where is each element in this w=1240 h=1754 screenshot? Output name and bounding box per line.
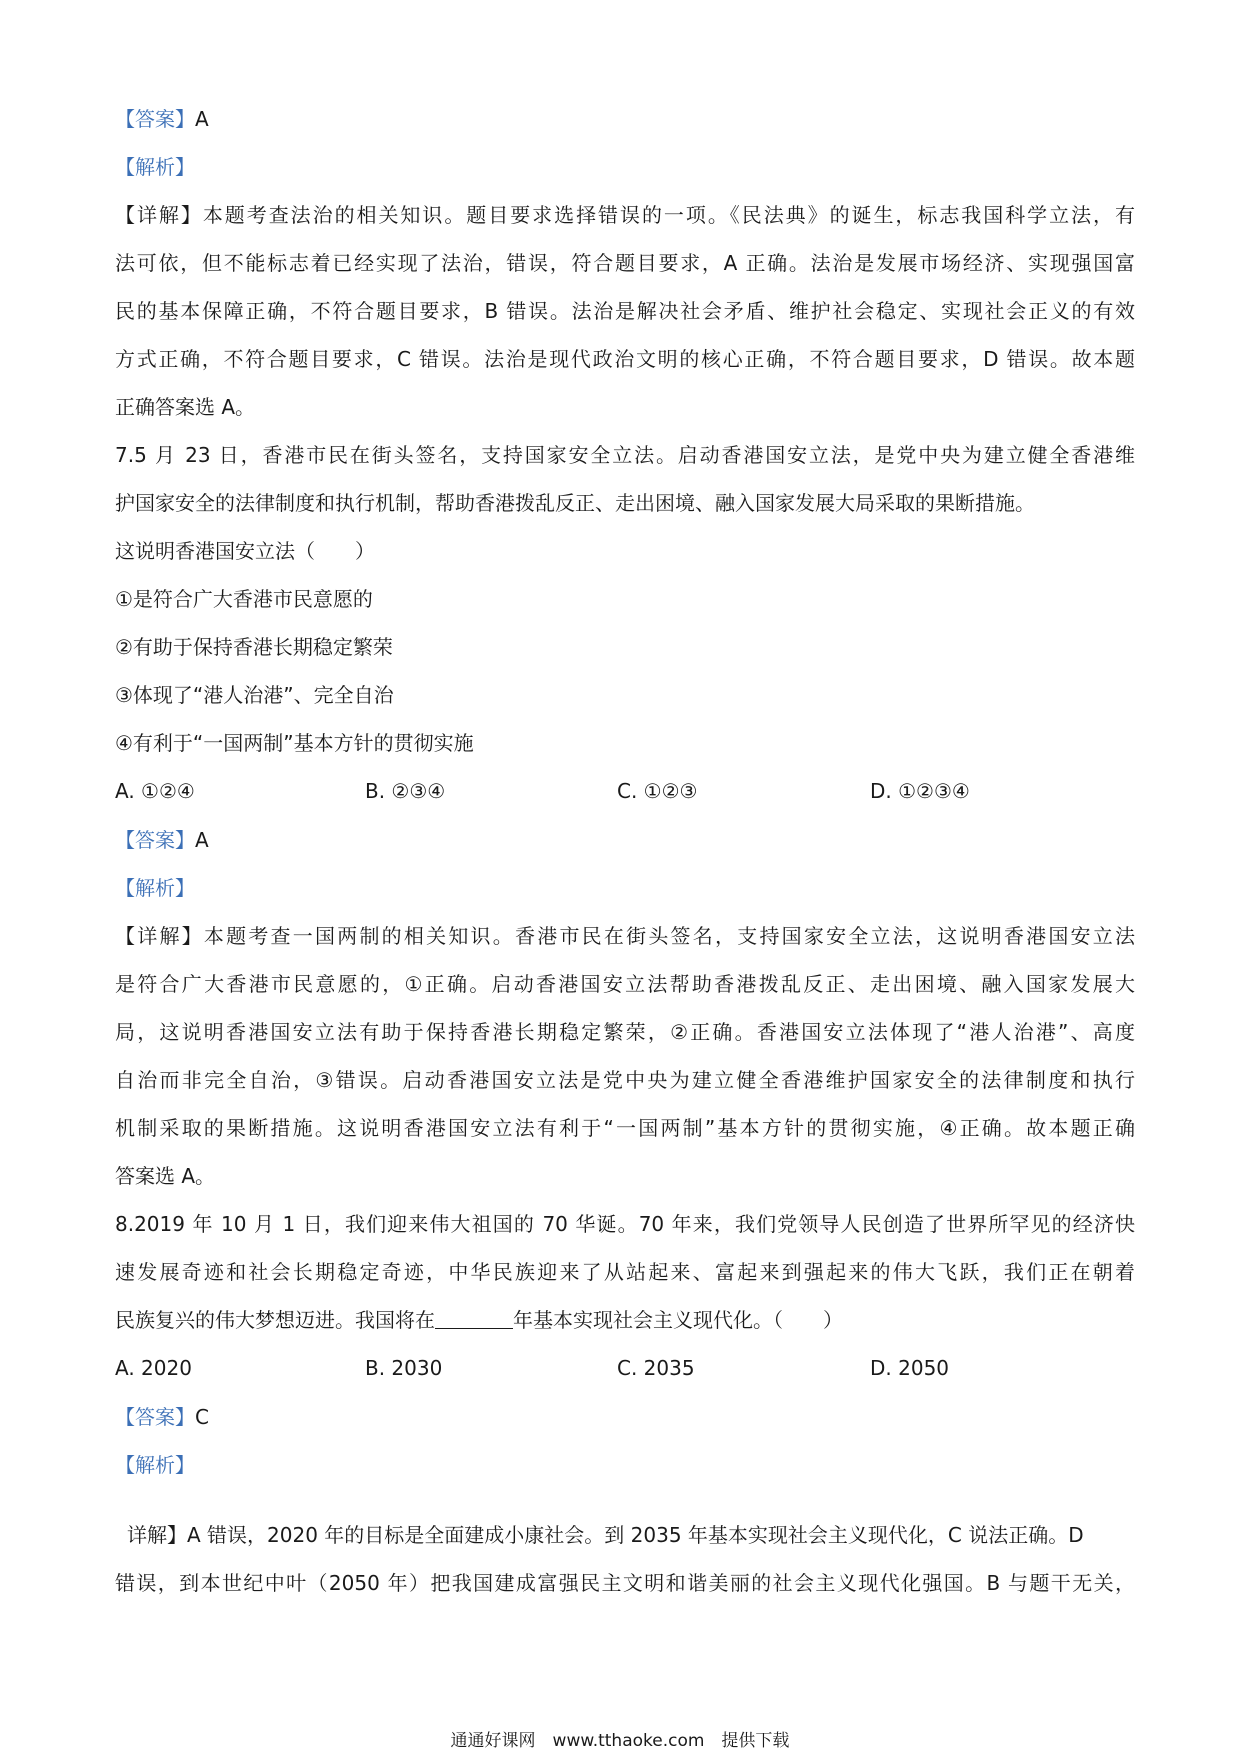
q7-answer-line — [115, 826, 1135, 854]
fill-in-blank — [435, 1308, 513, 1329]
q6-detail-line-4: 方式正确，不符合题目要求，C 错误。法治是现代政治文明的核心正确，不符合题目要求，D 错误。故本题 — [115, 347, 1135, 371]
analysis-tag: 【解析】 — [115, 876, 195, 900]
q7-detail-line-6: 答案选 A。 — [115, 1164, 216, 1188]
q8-detail-line-2: 错误，到本世纪中叶（2050 年）把我国建成富强民主文明和谐美丽的社会主义现代化强国。B 与题干无关， — [115, 1571, 1135, 1595]
detail-tag: 【详解】 — [115, 924, 204, 948]
q7-stem-line-3: 这说明香港国安立法（ ） — [115, 539, 375, 563]
q7-detail-line-4: 自治而非完全自治，③错误。启动香港国安立法是党中央为建立健全香港维护国家安全的法律制度和执行 — [115, 1068, 1135, 1092]
answer-value: C — [195, 1405, 209, 1429]
q7-statement-1: ①是符合广大香港市民意愿的 — [115, 587, 373, 611]
answer-tag: 【答案】 — [115, 107, 195, 131]
answer-value: A — [195, 828, 209, 852]
q7-option-d: D. ①②③④ — [870, 779, 970, 803]
stem-text: 年基本实现社会主义现代化。（ ） — [513, 1308, 843, 1332]
answer-tag: 【答案】 — [115, 828, 195, 852]
q7-detail-line-2: 是符合广大香港市民意愿的，①正确。启动香港国安立法帮助香港拨乱反正、走出困境、融入国家发展大 — [115, 972, 1135, 996]
q7-statement-3: ③体现了“港人治港”、完全自治 — [115, 683, 394, 707]
q7-stem-line-1: 7.5 月 23 日，香港市民在街头签名，支持国家安全立法。启动香港国安立法，是党中央为建立健全香港维 — [115, 443, 1135, 467]
q6-detail-line-1 — [115, 201, 1135, 229]
q8-stem-line-1: 8.2019 年 10 月 1 日，我们迎来伟大祖国的 70 华诞。70 年来，我们党领导人民创造了世界所罕见的经济快 — [115, 1212, 1135, 1236]
q8-answer-line — [115, 1403, 1135, 1431]
q8-option-b: B. 2030 — [365, 1356, 443, 1380]
detail-text: 本题考查法治的相关知识。题目要求选择错误的一项。《民法典》的诞生，标志我国科学立法，有 — [202, 203, 1136, 227]
q8-stem-line-3 — [115, 1306, 1135, 1334]
q8-option-d: D. 2050 — [870, 1356, 950, 1380]
stem-text: 民族复兴的伟大梦想迈进。我国将在 — [115, 1308, 435, 1332]
page-footer: 通通好课网 www.tthaoke.com 提供下载 — [450, 1731, 790, 1751]
answer-tag: 【答案】 — [115, 1405, 195, 1429]
q6-analysis-line — [115, 153, 1135, 181]
analysis-tag: 【解析】 — [115, 1453, 195, 1477]
q6-answer-line — [115, 105, 1135, 133]
q8-option-c: C. 2035 — [617, 1356, 695, 1380]
q7-option-c: C. ①②③ — [617, 779, 698, 803]
q8-detail-line-1: 详解】A 错误，2020 年的目标是全面建成小康社会。到 2035 年基本实现社会主义现代化，C 说法正确。D — [127, 1523, 1084, 1547]
q6-detail-line-3: 民的基本保障正确，不符合题目要求，B 错误。法治是解决社会矛盾、维护社会稳定、实现社会正义的有效 — [115, 299, 1135, 323]
q8-stem-line-2: 速发展奇迹和社会长期稳定奇迹，中华民族迎来了从站起来、富起来到强起来的伟大飞跃，我们正在朝着 — [115, 1260, 1135, 1284]
q7-analysis-line — [115, 874, 1135, 902]
q7-stem-line-2: 护国家安全的法律制度和执行机制，帮助香港拨乱反正、走出困境、融入国家发展大局采取的果断措施。 — [115, 491, 1035, 515]
q7-detail-line-3: 局，这说明香港国安立法有助于保持香港长期稳定繁荣，②正确。香港国安立法体现了“港人治港”、高度 — [115, 1020, 1135, 1044]
analysis-tag: 【解析】 — [115, 155, 195, 179]
q8-option-a: A. 2020 — [115, 1356, 192, 1380]
q6-detail-line-2: 法可依，但不能标志着已经实现了法治，错误，符合题目要求，A 正确。法治是发展市场经济、实现强国富 — [115, 251, 1135, 275]
q7-option-b: B. ②③④ — [365, 779, 446, 803]
q7-option-a: A. ①②④ — [115, 779, 195, 803]
q7-statement-4: ④有利于“一国两制”基本方针的贯彻实施 — [115, 731, 474, 755]
q7-statement-2: ②有助于保持香港长期稳定繁荣 — [115, 635, 393, 659]
q7-detail-line-1 — [115, 922, 1135, 950]
answer-value: A — [195, 107, 209, 131]
detail-tag: 【详解】 — [115, 203, 203, 227]
q7-detail-line-5: 机制采取的果断措施。这说明香港国安立法有利于“一国两制”基本方针的贯彻实施，④正确。故本题正确 — [115, 1116, 1135, 1140]
q8-analysis-line — [115, 1451, 1135, 1479]
detail-text: 本题考查一国两制的相关知识。香港市民在街头签名，支持国家安全立法，这说明香港国安立法 — [203, 924, 1136, 948]
q6-detail-line-5: 正确答案选 A。 — [115, 395, 256, 419]
